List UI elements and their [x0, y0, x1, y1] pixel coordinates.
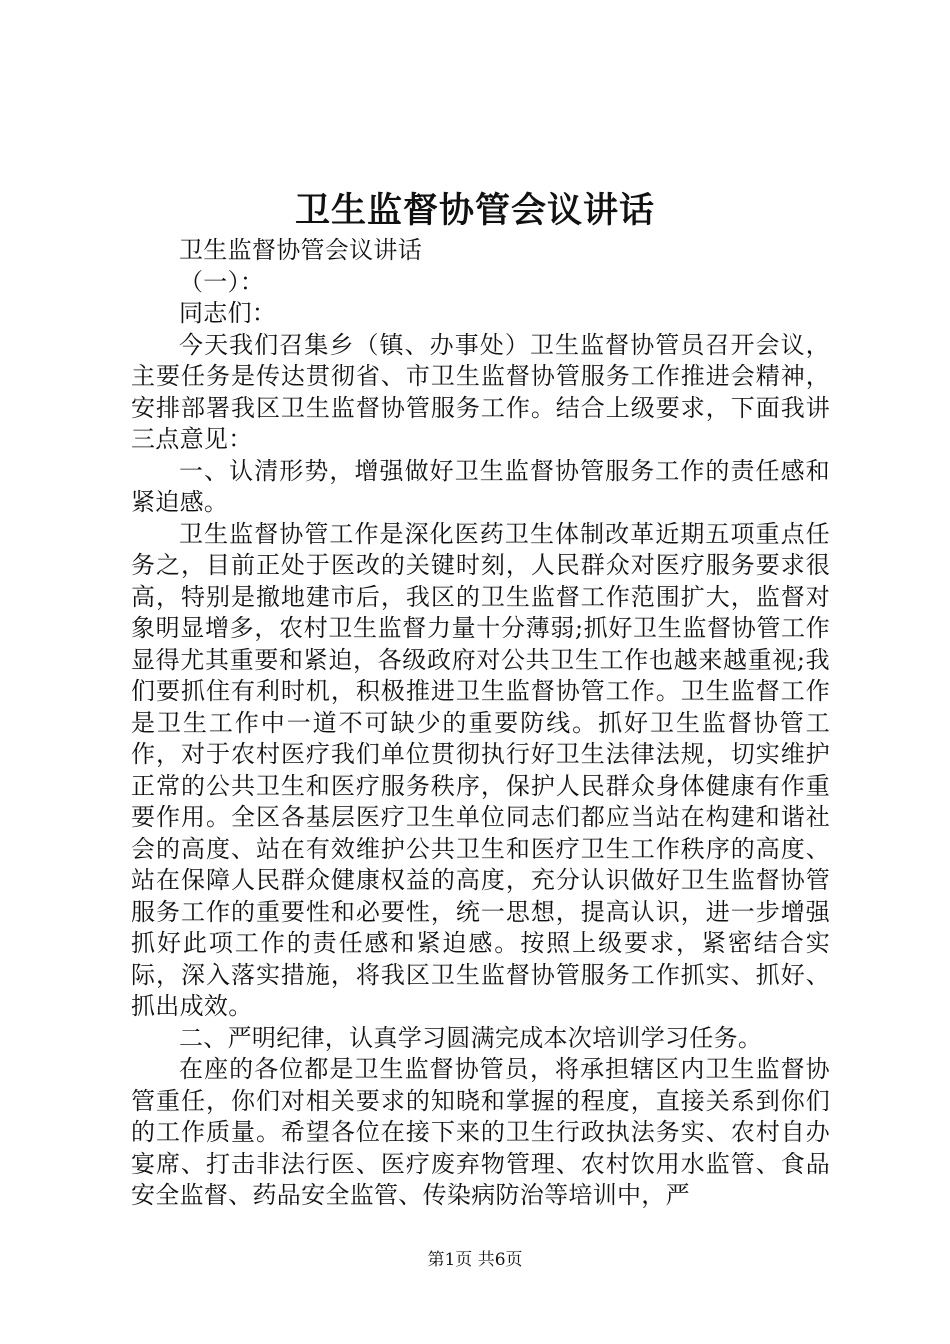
paragraph-heading-1: 一、认清形势，增强做好卫生监督协管服务工作的责任感和紧迫感。: [131, 456, 830, 516]
paragraph-heading-2: 二、严明纪律，认真学习圆满完成本次培训学习任务。: [179, 1023, 763, 1052]
paragraph-section-marker: （一）：: [179, 267, 265, 296]
paragraph-body-2: 在座的各位都是卫生监督协管员，将承担辖区内卫生监督协管重任，你们对相关要求的知晓和掌握的程度，直接关系到你们的工作质量。希望各位在接下来的卫生行政执法务实、农村自办宴席、打击非法行医、医疗废弃物管理、农村饮用水监管、食品安全监督、药品安全监管、传染病防治等培训中，严: [131, 1055, 830, 1209]
paragraph-intro: 今天我们召集乡（镇、办事处）卫生监督协管员召开会议，主要任务是传达贯彻省、市卫生监督协管服务工作推进会精神，安排部署我区卫生监督协管服务工作。结合上级要求，下面我讲三点意见：: [131, 330, 830, 453]
paragraph-salutation: 同志们：: [179, 299, 277, 327]
document-title: 卫生监督协管会议讲话: [294, 190, 655, 231]
paragraph-subtitle: 卫生监督协管会议讲话: [179, 236, 422, 264]
page-footer: 第1页 共6页: [427, 1250, 523, 1270]
paragraph-body-1: 卫生监督协管工作是深化医药卫生体制改革近期五项重点任务之，目前正处于医改的关键时刻，人民群众对医疗服务要求很高，特别是撤地建市后，我区的卫生监督工作范围扩大，监督对象明显增多，农村卫生监督力量十分薄弱;抓好卫生监督协管工作显得尤其重要和紧迫，各级政府对公共卫生工作也越来越重视;我们要抓住有利时机，积极推进卫生监督协管工作。卫生监督工作是卫生工作中一道不可缺少的重要防线。抓好卫生监督协管工作，对于农村医疗我们单位贯彻执行好卫生法律法规，切实维护正常的公共卫生和医疗服务秩序，保护人民群众身体健康有作重要作用。全区各基层医疗卫生单位同志们都应当站在构建和谐社会的高度、站在有效维护公共卫生和医疗卫生工作秩序的高度、站在保障人民群众健康权益的高度，充分认识做好卫生监督协管服务工作的重要性和必要性，统一思想，提高认识，进一步增强抓好此项工作的责任感和紧迫感。按照上级要求，紧密结合实际，深入落实措施，将我区卫生监督协管服务工作抓实、抓好、抓出成效。: [131, 519, 830, 1020]
document-body: [131, 235, 830, 1212]
